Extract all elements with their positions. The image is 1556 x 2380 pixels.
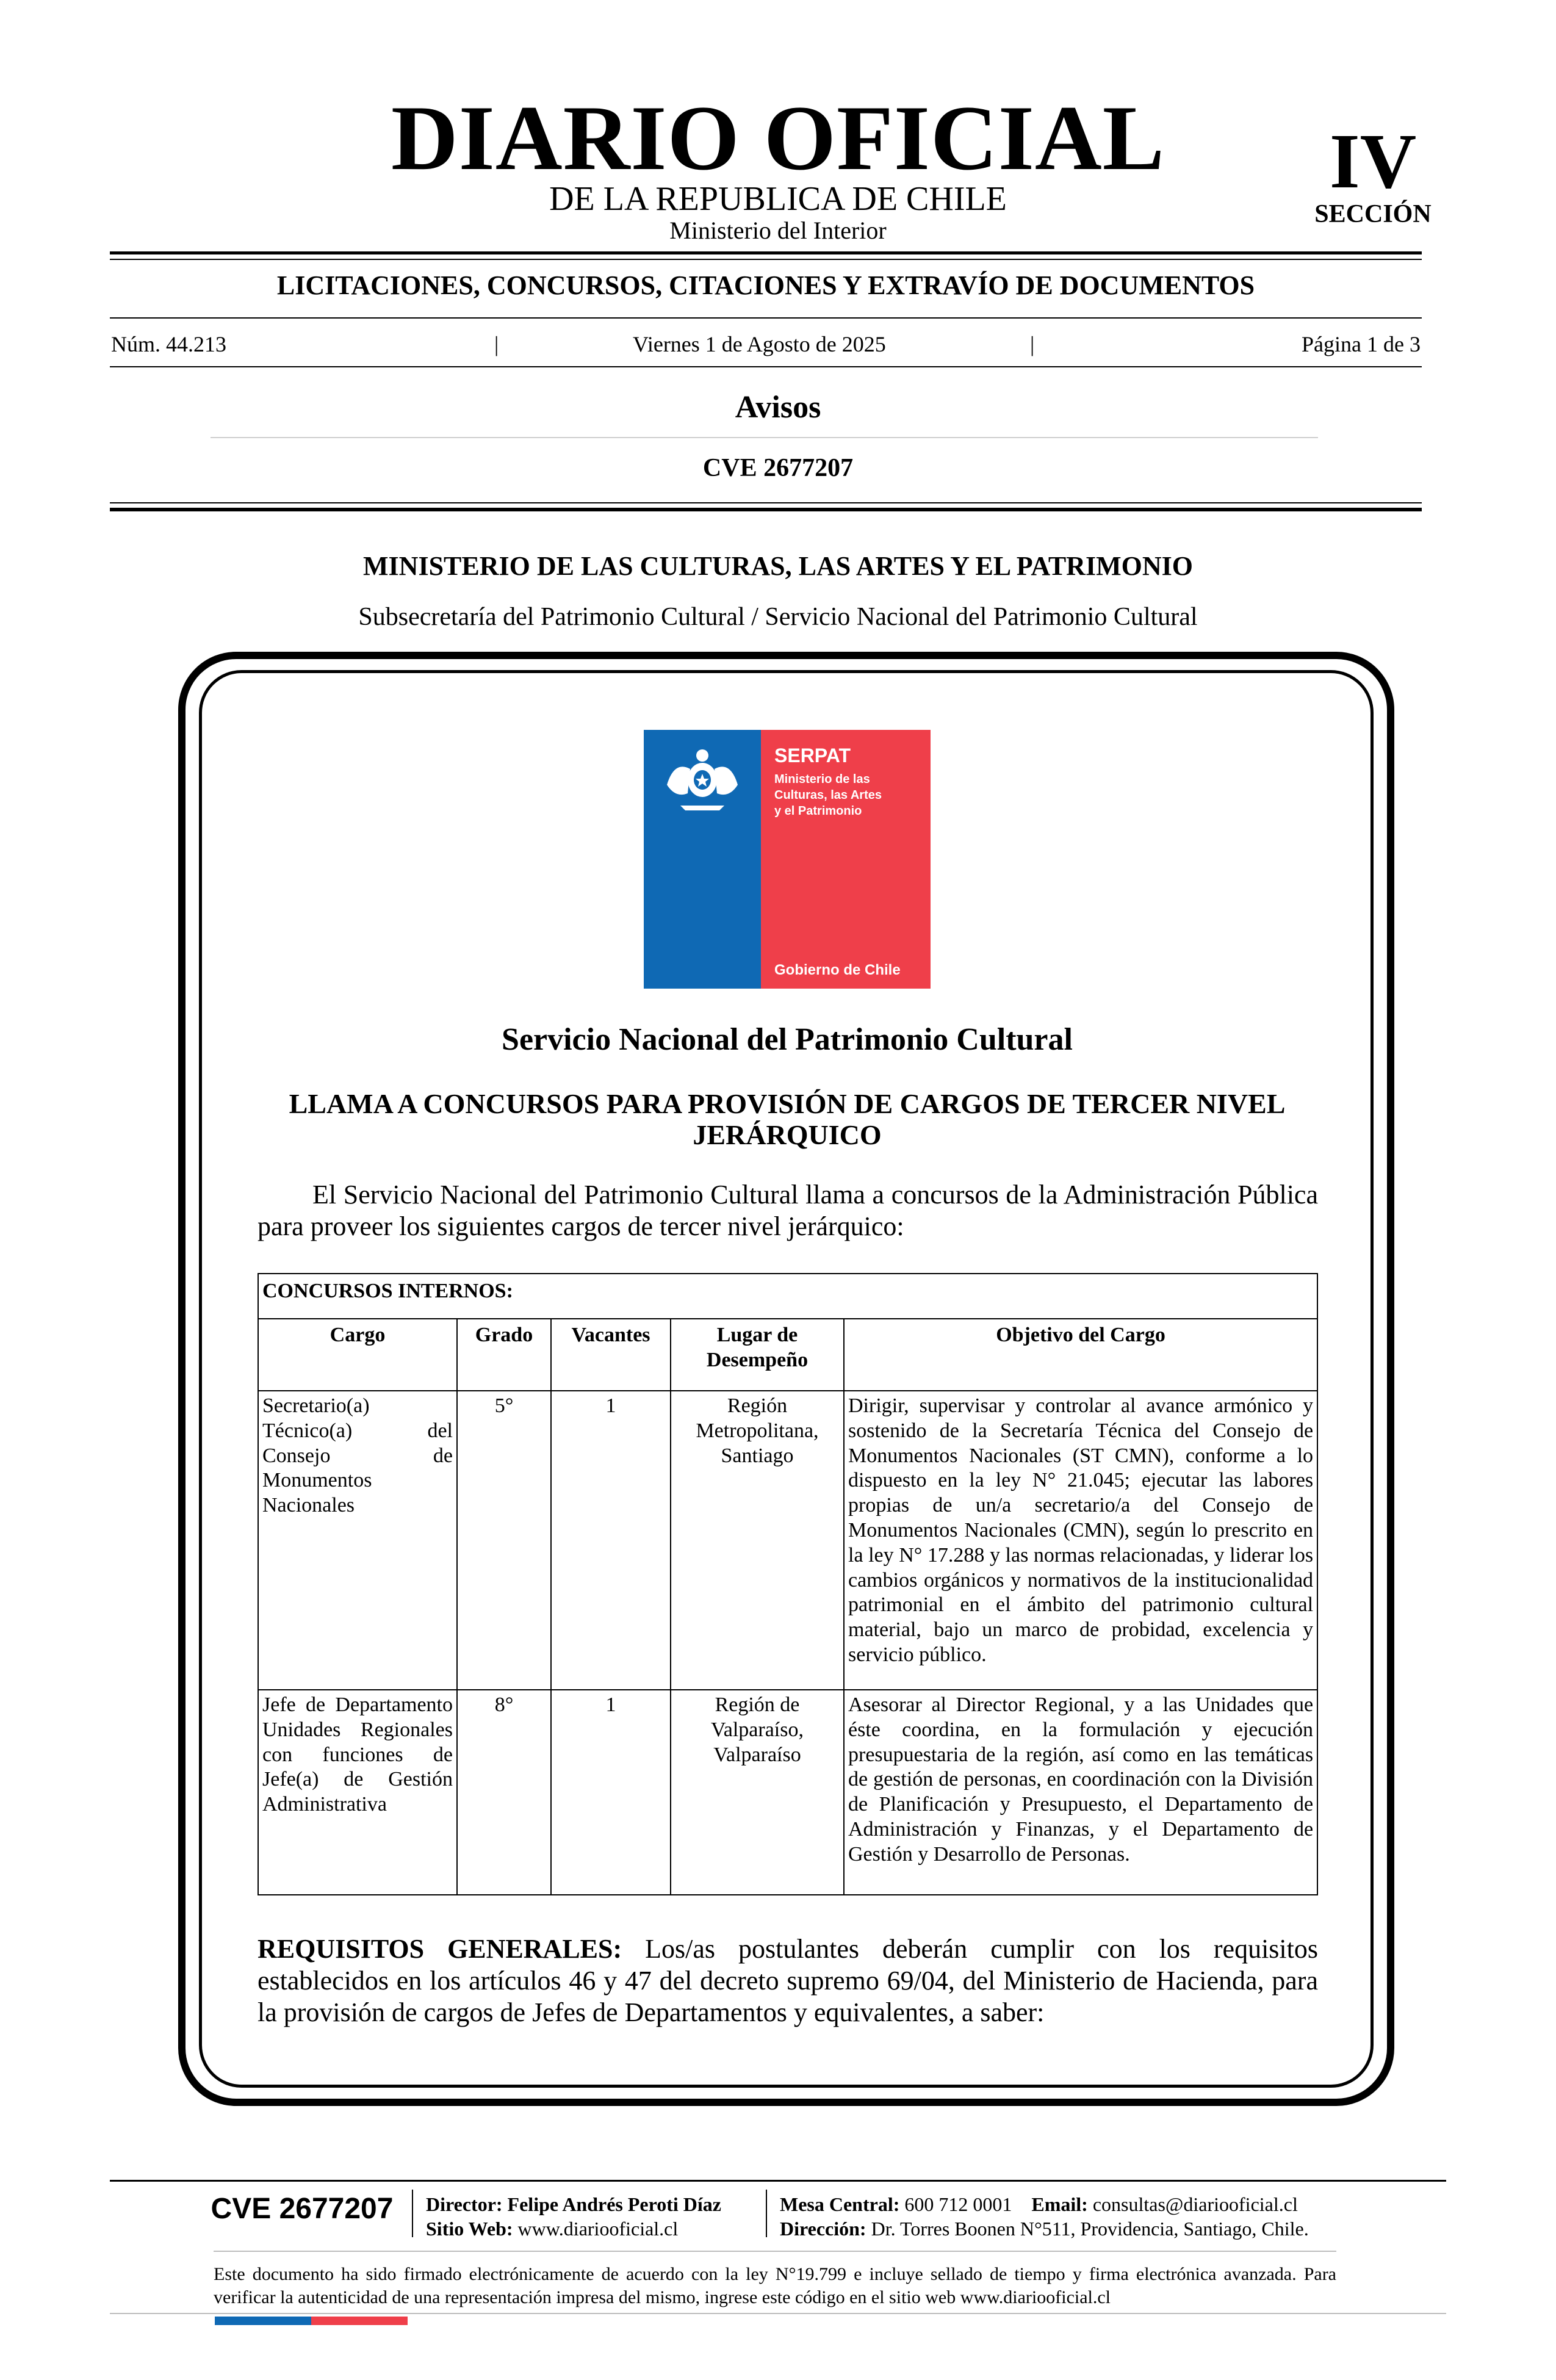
email-label: Email:	[1031, 2193, 1088, 2215]
logo-ministry: Ministerio de las Culturas, las Artes y el Patrimonio	[774, 773, 882, 818]
table-header: Vacantes	[551, 1319, 671, 1391]
footer-contact-block	[780, 2192, 1309, 2241]
cell-grado: 5°	[457, 1391, 551, 1690]
serpat-logo	[644, 730, 931, 989]
table-row	[258, 1690, 1317, 1895]
logo-brand: SERPAT	[774, 745, 851, 766]
cell-vacantes: 1	[551, 1391, 671, 1690]
issuer-subsecretary: Subsecretaría del Patrimonio Cultural / Servicio Nacional del Patrimonio Cultural	[358, 603, 1198, 631]
footer-director-block	[426, 2192, 721, 2241]
footer-rule-bottom	[110, 2313, 1446, 2314]
call-title: LLAMA A CONCURSOS PARA PROVISIÓN DE CARGOS DE TERCER NIVEL JERÁRQUICO	[289, 1088, 1286, 1150]
issue-number: Núm. 44.213	[111, 332, 226, 356]
table-row	[258, 1391, 1317, 1690]
page-indicator: Página 1 de 3	[1302, 332, 1421, 356]
service-title: Servicio Nacional del Patrimonio Cultural	[502, 1022, 1073, 1057]
cell-lugar: Región de Valparaíso, Valparaíso	[671, 1690, 844, 1895]
requirements-paragraph	[258, 1933, 1318, 2028]
meta-separator: |	[494, 332, 499, 356]
meta-rule	[110, 366, 1422, 367]
cell-vacantes: 1	[551, 1690, 671, 1895]
requirements-label: REQUISITOS GENERALES:	[258, 1934, 622, 1964]
cell-objetivo: Dirigir, supervisar y controlar al avance armónico y sostenido de la Secretaría Técnica del Consejo de Monumentos Nacionales (ST CMN), conforme a lo dispuesto en la ley N° 21.045; ejecutar las labores propias de un/a secretario/a del Consejo de Monumentos Nacionales (CMN), según lo prescrito en la ley N° 17.288 y las normas relacionadas, y liderar los cambios orgánicos y normativos de la institucionalidad patrimonial en el ámbito del patrimonio cultural material, bajo un marco de probidad, excelencia y servicio público.	[844, 1391, 1317, 1690]
header-rule-thick	[110, 508, 1422, 511]
header-rule-thin	[110, 502, 1422, 503]
logo-red-band	[761, 730, 931, 989]
table-header: Lugar de Desempeño	[671, 1319, 844, 1391]
cell-objetivo: Asesorar al Director Regional, y a las Unidades que éste coordina, en la formulación y ejecución presupuestaria de la región, así como en las temáticas de gestión de personas, en coordinación con la División de Planificación y Presupuesto, el Departamento de Administración y Finanzas, y el Departamento de Gestión y Desarrollo de Personas.	[844, 1690, 1317, 1895]
mesa-phone: 600 712 0001	[904, 2193, 1012, 2215]
table-header: Objetivo del Cargo	[844, 1319, 1317, 1391]
logo-government: Gobierno de Chile	[774, 962, 901, 978]
site-label: Sitio Web:	[426, 2218, 513, 2240]
footer-rule-top	[110, 2180, 1446, 2182]
mesa-label: Mesa Central:	[780, 2193, 900, 2215]
issue-date: Viernes 1 de Agosto de 2025	[633, 332, 886, 356]
requirements-text: Los/as postulantes deberán cumplir con los requisitos establecidos en los artículos 46 y 47 del decreto supremo 69/04, del Ministerio de Hacienda, para la provisión de cargos de Jefes de Departamentos y equivalentes, a saber:	[258, 1934, 1318, 2027]
address-label: Dirección:	[780, 2218, 866, 2240]
cve-code: CVE 2677207	[702, 454, 854, 482]
cell-cargo: Jefe de Departamento Unidades Regionales con funciones de Jefe(a) de Gestión Administrativa	[258, 1690, 457, 1895]
category-rule	[110, 317, 1422, 319]
footer-divider	[412, 2190, 413, 2237]
site-link[interactable]: www.diariooficial.cl	[517, 2218, 679, 2240]
director-name: Felipe Andrés Peroti Díaz	[507, 2193, 721, 2215]
footer-divider	[766, 2190, 767, 2237]
footer-legal-text: Este documento ha sido firmado electrónicamente de acuerdo con la ley N°19.799 e incluye sellado de tiempo y firma electrónica avanzada. Para verificar la autenticidad de una representación impresa del mismo, ingrese este código en el sitio web www.diariooficial.cl	[214, 2264, 1336, 2308]
email-link[interactable]: consultas@diariooficial.cl	[1092, 2193, 1298, 2215]
masthead-title: DIARIO OFICIAL	[391, 87, 1165, 189]
address-value: Dr. Torres Boonen N°511, Providencia, Santiago, Chile.	[871, 2218, 1309, 2240]
notice-type: Avisos	[735, 390, 821, 425]
director-label: Director:	[426, 2193, 503, 2215]
masthead-rule-thick	[110, 251, 1422, 254]
coat-of-arms-icon	[656, 742, 749, 815]
table-header: Cargo	[258, 1319, 457, 1391]
positions-table	[258, 1273, 1318, 1895]
category-heading: LICITACIONES, CONCURSOS, CITACIONES Y EXTRAVÍO DE DOCUMENTOS	[276, 270, 1255, 300]
cell-cargo: Secretario(a) Técnico(a) del Consejo de Monumentos Nacionales	[258, 1391, 457, 1690]
flag-stripe-blue	[215, 2317, 311, 2325]
cell-lugar: Región Metropolitana, Santiago	[671, 1391, 844, 1690]
masthead-ministry: Ministerio del Interior	[669, 217, 887, 244]
cell-grado: 8°	[457, 1690, 551, 1895]
table-header: Grado	[457, 1319, 551, 1391]
issuer-ministry: MINISTERIO DE LAS CULTURAS, LAS ARTES Y EL PATRIMONIO	[363, 551, 1193, 581]
section-number: IV	[1329, 118, 1417, 204]
footer-cve: CVE 2677207	[211, 2193, 394, 2225]
flag-stripe-red	[311, 2317, 408, 2325]
section-label: SECCIÓN	[1314, 200, 1432, 228]
meta-separator: |	[1030, 332, 1035, 356]
masthead-rule-thin	[110, 259, 1422, 260]
avisos-rule	[211, 437, 1318, 438]
table-section-label: CONCURSOS INTERNOS:	[258, 1274, 1317, 1319]
footer-rule-mid	[214, 2251, 1336, 2252]
intro-paragraph: El Servicio Nacional del Patrimonio Cultural llama a concursos de la Administración Pública para proveer los siguientes cargos de tercer nivel jerárquico:	[258, 1180, 1318, 1241]
masthead-subtitle: DE LA REPUBLICA DE CHILE	[549, 180, 1007, 218]
